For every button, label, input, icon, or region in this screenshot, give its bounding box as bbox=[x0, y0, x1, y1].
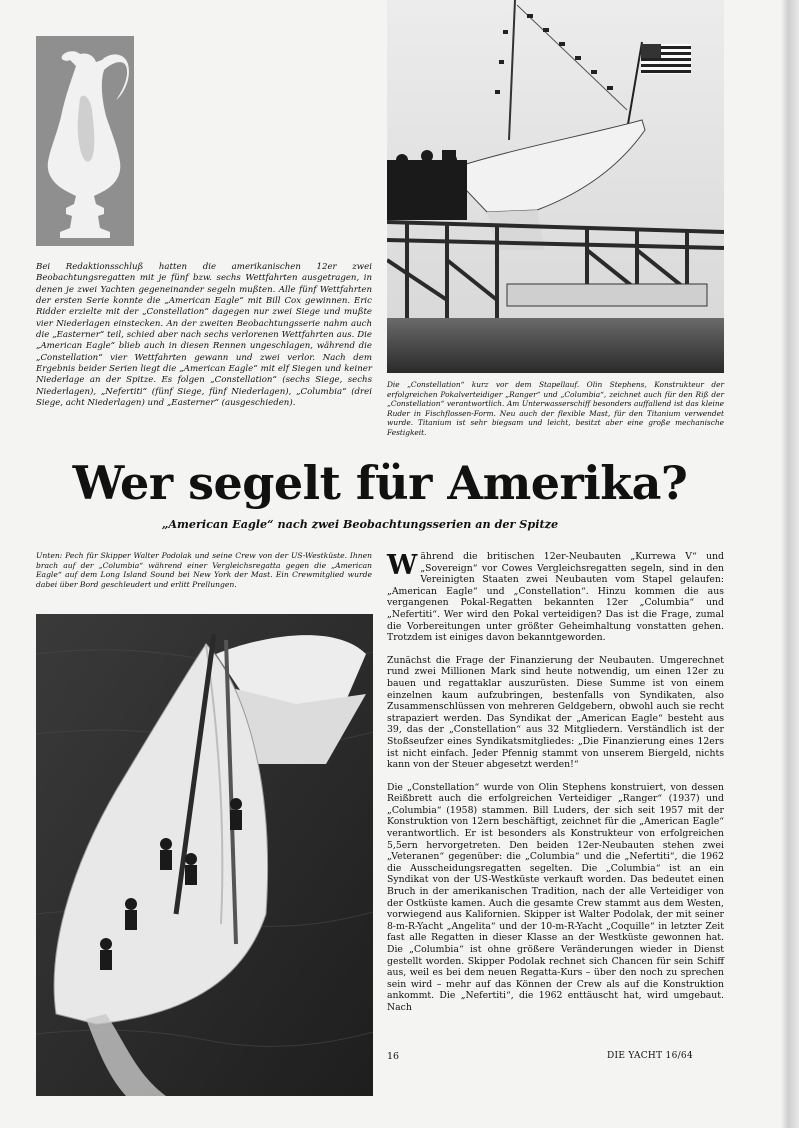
constellation-launch-photo bbox=[387, 0, 724, 373]
page-edge-shadow bbox=[781, 0, 799, 1128]
drop-cap: W bbox=[387, 550, 418, 581]
page-title: Wer segelt für Amerika? bbox=[72, 456, 688, 510]
article-body bbox=[387, 551, 724, 1025]
boat-photo-caption: Unten: Pech für Skipper Walter Podolak und seine Crew von der US-Westküste. Ihnen brach auf der „Columbia“ während einer Vergleichsregatta gegen die „American Eagle“ auf dem Long Island Sound bei New York der Mast. Ein Crewmitglied wurde dabei über Bord geschleudert und erlitt Prellungen. bbox=[36, 551, 372, 590]
magazine-issue: DIE YACHT 16/64 bbox=[607, 1051, 693, 1061]
ship-photo-caption: Die „Constellation“ kurz vor dem Stapellauf. Olin Stephens, Konstrukteur der erfolgreichen Pokalverteidiger „Ranger“ und „Columbia“, zeichnet auch für den Riß der „Constellation“ verantwortlich. Am Unterwasserschiff besonders auffallend ist das kleine Ruder in Fischflossen-Form. Neu auch der flexible Mast, für den Titanium verwendet wurde. Titanium ist sehr biegsam und leicht, besitzt aber eine große mechanische Festigkeit. bbox=[387, 380, 724, 437]
columbia-dismasted-photo bbox=[36, 614, 373, 1096]
article-paragraph: Zunächst die Frage der Finanzierung der Neubauten. Umgerechnet rund zwei Millionen Mark sind heute notwendig, um einen 12er zu bauen und regattaklar auszurüsten. Diese Summe ist von einem einzelnen kaum aufzubringen, bestenfalls von Syndikaten, also Zusammenschlüssen von mehreren Geldgebern, obwohl auch sie recht strapaziert werden. Das Syndikat der „American Eagle“ besteht aus 39, das der „Constellation“ aus 32 Mitgliedern. Verständlich ist der Stoßseufzer eines Syndikatsmitgliedes: „Die Finanzierung eines 12ers ist nicht einfach. Jeder Pfennig stammt von unserem Biergeld, nichts kann von der Steuer abgesetzt werden!“ bbox=[387, 654, 724, 771]
page-number: 16 bbox=[387, 1051, 400, 1062]
page-subtitle: „American Eagle“ nach zwei Beobachtungsserien an der Spitze bbox=[161, 517, 559, 531]
article-paragraph: Während die britischen 12er-Neubauten „Kurrewa V“ und „Sovereign“ vor Cowes Vergleichsregatten segeln, sind in den Vereinigten Staaten zwei Neubauten vom Stapel gelaufen: „American Eagle“ und „Constellation“. Hinzu kommen die aus vergangenen Pokal-Regatten bekannten 12er „Columbia“ und „Nefertiti“. Wer wird den Pokal verteidigen? Das ist die Frage, zumal die Vorbereitungen unter größter Geheimhaltung vonstatten gehen. Trotzdem ist einiges davon bekanntgeworden. bbox=[387, 550, 724, 644]
article-paragraph: Die „Constellation“ wurde von Olin Stephens konstruiert, von dessen Reißbrett auch die erfolgreichen Verteidiger „Ranger“ (1937) und „Columbia“ (1958) stammen. Bill Luders, der sich seit 1957 mit der Konstruktion von 12ern beschäftigt, zeichnet für die „American Eagle“ verantwortlich. Er ist besonders als Konstrukteur von erfolgreichen 5,5ern hervorgetreten. Den beiden 12er-Neubauten stehen zwei „Veteranen“ gegenüber: die „Columbia“ und die „Nefertiti“, die 1962 die Ausscheidungsregatten segelten. Die „Columbia“ ist an ein Syndikat von der US-Westküste verkauft worden. Das bedeutet einen Bruch in der amerikanischen Tradition, nach der alle Verteidiger von der Ostküste kamen. Auch die gesamte Crew stammt aus dem Westen, vorwiegend aus Kalifornien. Skipper ist Walter Podolak, der mit seiner 8-m-R-Yacht „Angelita“ und der 10-m-R-Yacht „Coquille“ in letzter Zeit fast alle Regatten in dieser Klasse an der Westküste gewonnen hat. Die „Columbia“ ist ohne größere Veränderungen wieder in Dienst gestellt worden. Skipper Podolak rechnet sich Chancen für sein Schiff aus, weil es bei dem neuen Regatta-Kurs – über den noch zu sprechen sein wird – mehr auf das Können der Crew als auf die Konstruktion ankommt. Die „Nefertiti“, die 1962 enttäuscht hat, wird umgebaut. Nach bbox=[387, 781, 724, 1013]
americas-cup-trophy-logo bbox=[36, 36, 134, 246]
intro-paragraph: Bei Redaktionsschluß hatten die amerikanischen 12er zwei Beobachtungsregatten mit je fünf bzw. sechs Wettfahrten ausgetragen, in denen je zwei Yachten gegeneinander segeln mußten. Alle fünf Wettfahrten der ersten Serie konnte die „American Eagle“ mit Bill Cox gewinnen. Eric Ridder erzielte mit der „Constellation“ dagegen nur zwei Siege und mußte vier Niederlagen einstecken. An der zweiten Beobachtungsserie nahm auch die „Easterner“ teil, schied aber nach sechs verlorenen Wettfahrten aus. Die „American Eagle“ blieb auch in diesen Rennen ungeschlagen, während die „Constellation“ vier Wettfahrten gewann und zwei verlor. Nach dem Ergebnis beider Serien liegt die „American Eagle“ mit elf Siegen und keiner Niederlage an der Spitze. Es folgen „Constellation“ (sechs Siege, sechs Niederlagen), „Nefertiti“ (fünf Siege, fünf Niederlagen), „Columbia“ (drei Siege, acht Niederlagen) und „Easterner“ (ausgeschieden). bbox=[36, 262, 372, 409]
